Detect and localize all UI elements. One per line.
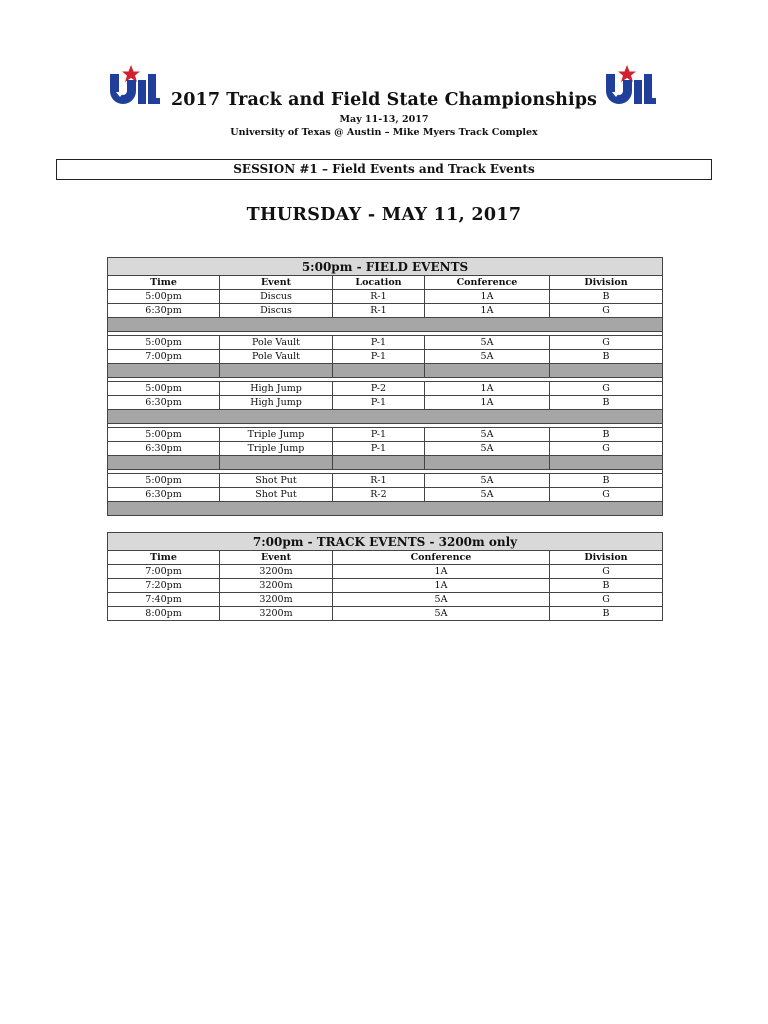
- table-cell: R-2: [333, 488, 425, 502]
- table-cell: 5A: [425, 428, 550, 442]
- table-cell: 7:00pm: [108, 350, 220, 364]
- table-cell: G: [550, 442, 663, 456]
- table-cell: High Jump: [220, 382, 333, 396]
- separator-cell: [108, 364, 220, 378]
- table-cell: 1A: [425, 396, 550, 410]
- separator-cell: [333, 364, 425, 378]
- table-cell: 5:00pm: [108, 382, 220, 396]
- table-cell: 3200m: [220, 579, 333, 593]
- table-cell: 3200m: [220, 565, 333, 579]
- table-cell: Pole Vault: [220, 336, 333, 350]
- table-cell: G: [550, 488, 663, 502]
- event-venue: University of Texas @ Austin – Mike Myers Track Complex: [230, 127, 538, 138]
- table-cell: 5:00pm: [108, 336, 220, 350]
- table-cell: Discus: [220, 290, 333, 304]
- table-cell: 5A: [333, 607, 550, 621]
- table-cell: B: [550, 607, 663, 621]
- table-cell: High Jump: [220, 396, 333, 410]
- table-cell: B: [550, 350, 663, 364]
- table-row: [108, 336, 663, 350]
- table-row: [108, 350, 663, 364]
- table-caption-row: [108, 533, 663, 551]
- table-row: [108, 396, 663, 410]
- table-cell: 5A: [333, 593, 550, 607]
- table-row: [108, 607, 663, 621]
- table-cell: B: [550, 428, 663, 442]
- table-cell: B: [550, 290, 663, 304]
- table-cell: B: [550, 396, 663, 410]
- table-cell: G: [550, 593, 663, 607]
- track-events-table: [107, 532, 663, 621]
- table-cell: 8:00pm: [108, 607, 220, 621]
- separator-cell: [220, 364, 333, 378]
- table-cell: P-1: [333, 396, 425, 410]
- table-cell: B: [550, 474, 663, 488]
- table-cell: 1A: [333, 579, 550, 593]
- column-header: Conference: [425, 276, 550, 290]
- day-title: THURSDAY - MAY 11, 2017: [246, 205, 522, 225]
- column-header: Event: [220, 276, 333, 290]
- table-row: [108, 488, 663, 502]
- group-separator: [108, 318, 663, 332]
- table-cell: 5A: [425, 336, 550, 350]
- table-cell: 5A: [425, 442, 550, 456]
- table-cell: P-1: [333, 442, 425, 456]
- group-separator: [108, 456, 663, 470]
- table-row: [108, 304, 663, 318]
- table-cell: Triple Jump: [220, 428, 333, 442]
- table-cell: Discus: [220, 304, 333, 318]
- table-cell: 1A: [425, 290, 550, 304]
- table-row: [108, 442, 663, 456]
- table-cell: Pole Vault: [220, 350, 333, 364]
- table-caption-row: [108, 258, 663, 276]
- table-header-row: [108, 551, 663, 565]
- table-cell: 5A: [425, 488, 550, 502]
- table-cell: G: [550, 336, 663, 350]
- table-row: [108, 579, 663, 593]
- group-separator: [108, 364, 663, 378]
- table-cell: P-2: [333, 382, 425, 396]
- table-cell: Shot Put: [220, 488, 333, 502]
- table-cell: G: [550, 382, 663, 396]
- separator-cell: [108, 410, 663, 424]
- separator-cell: [425, 364, 550, 378]
- separator-cell: [220, 456, 333, 470]
- table-cell: G: [550, 565, 663, 579]
- column-header: Event: [220, 551, 333, 565]
- table-cell: 5A: [425, 350, 550, 364]
- table-cell: R-1: [333, 474, 425, 488]
- table-row: [108, 290, 663, 304]
- column-header: Time: [108, 276, 220, 290]
- table-cell: P-1: [333, 350, 425, 364]
- table-caption: 5:00pm - FIELD EVENTS: [108, 258, 663, 276]
- table-cell: 5:00pm: [108, 428, 220, 442]
- separator-cell: [425, 456, 550, 470]
- table-cell: R-1: [333, 304, 425, 318]
- table-cell: 6:30pm: [108, 304, 220, 318]
- group-separator: [108, 502, 663, 516]
- table-row: [108, 428, 663, 442]
- table-cell: 7:00pm: [108, 565, 220, 579]
- group-separator: [108, 410, 663, 424]
- separator-cell: [550, 364, 663, 378]
- table-cell: 7:20pm: [108, 579, 220, 593]
- table-cell: Triple Jump: [220, 442, 333, 456]
- table-cell: 3200m: [220, 607, 333, 621]
- table-row: [108, 382, 663, 396]
- separator-cell: [333, 456, 425, 470]
- separator-cell: [550, 456, 663, 470]
- column-header: Division: [550, 551, 663, 565]
- table-cell: 1A: [425, 382, 550, 396]
- column-header: Time: [108, 551, 220, 565]
- session-label: SESSION #1 – Field Events and Track Events: [56, 159, 712, 180]
- table-cell: R-1: [333, 290, 425, 304]
- table-cell: 7:40pm: [108, 593, 220, 607]
- table-cell: P-1: [333, 428, 425, 442]
- table-cell: 5:00pm: [108, 290, 220, 304]
- table-row: [108, 593, 663, 607]
- document-title: 2017 Track and Field State Championships: [170, 90, 598, 110]
- separator-cell: [108, 456, 220, 470]
- field-events-table: [107, 257, 663, 516]
- separator-cell: [108, 502, 663, 516]
- table-cell: 5:00pm: [108, 474, 220, 488]
- table-row: [108, 474, 663, 488]
- table-cell: Shot Put: [220, 474, 333, 488]
- separator-cell: [108, 318, 663, 332]
- table-cell: 5A: [425, 474, 550, 488]
- table-row: [108, 565, 663, 579]
- column-header: Location: [333, 276, 425, 290]
- table-cell: 6:30pm: [108, 396, 220, 410]
- table-cell: 1A: [333, 565, 550, 579]
- table-cell: 6:30pm: [108, 488, 220, 502]
- table-cell: 1A: [425, 304, 550, 318]
- column-header: Conference: [333, 551, 550, 565]
- table-cell: P-1: [333, 336, 425, 350]
- table-cell: 3200m: [220, 593, 333, 607]
- column-header: Division: [550, 276, 663, 290]
- table-caption: 7:00pm - TRACK EVENTS - 3200m only: [108, 533, 663, 551]
- table-header-row: [108, 276, 663, 290]
- table-cell: B: [550, 579, 663, 593]
- event-dates: May 11-13, 2017: [339, 114, 429, 125]
- table-cell: 6:30pm: [108, 442, 220, 456]
- table-cell: G: [550, 304, 663, 318]
